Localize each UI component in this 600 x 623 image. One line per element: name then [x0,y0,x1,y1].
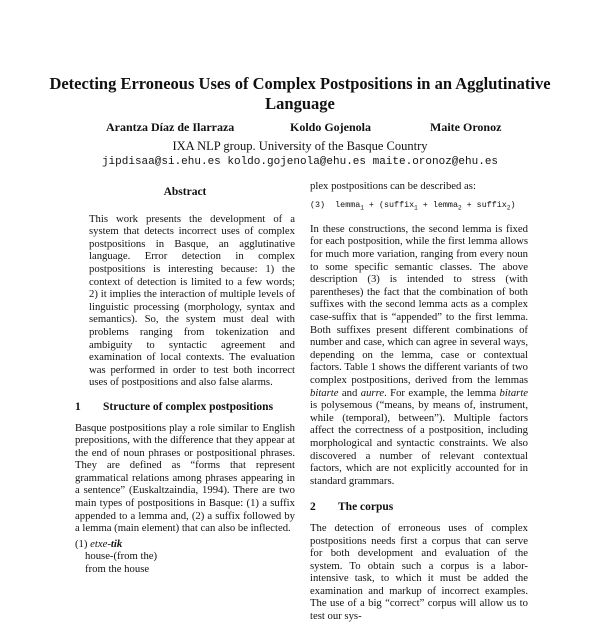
lemma-aurre: aurre [360,386,385,399]
author-1: Arantza Díaz de Ilarraza [106,120,235,134]
section-1-heading [75,401,295,414]
right-column [310,180,528,623]
formula-3: (3) lemma$_1$ + (suffix$_1$ + lemma$_2$ + suffix$_2$) [310,199,516,212]
abstract-text: This work presents the development of a system that detects incorrect uses of complex postpositions in Basque, an agglutinative language. Error detection in complex postpositions is interesting because: 1) the context of detection is limited to a few words; 2) it implies the interaction of multiple levels of linguistic processing (morphology, syntax and semantics). So, the system must deal with problems ranging from tokenization and ambiguity to syntactic agreement and examination of local contexts. The evaluation was performed in order to test both incorrect uses of postpositions and also false alarms. [89,212,295,389]
example-label: (1) [75,537,88,550]
example-word-prefix: etxe- [90,537,111,550]
example-1 [75,538,295,576]
section-2-heading [310,501,528,514]
formula-sub-1: 1 [360,204,364,212]
paper-title: Detecting Erroneous Uses of Complex Postpositions in an Agglutinative Language [49,74,551,113]
author-list [0,120,600,136]
example-translation: from the house [85,563,150,576]
right-intro: plex postpositions can be described as: [310,180,476,192]
right-para-c: is polysemous (“means, by means of, instrument, while (temporal), between”). Multiple factors affect the correctness of a postposition, including morphological and syntactic constraints. We also discovered a number of relevant contextual factors, which are not explicitly accounted for in standard grammars. [310,399,528,487]
formula-label: (3) [310,199,326,210]
example-gloss: house-(from the) [85,550,158,563]
formula-sub-2: 2 [457,204,462,212]
right-para-text: In these constructions, the second lemma is fixed for each postposition, while the first lemma allows for much more variation, ranging from every noun to some specific semantic classes. The above description (3) is intended to stress (with parentheses) the fact that the combination of both suffixes with the second lemma acts as a complex case-suffix that is “appended” to the first lemma. Both suffixes present different combinations of number and case, which can agree in several ways, depending on the lemma, case or contextual factors. Table 1 shows the different variants of two complex postpositions, derived from the lemmas [310,222,528,386]
abstract-heading: Abstract [163,186,207,198]
author-3: Maite Oronoz [430,120,502,134]
lemma-bitarte: bitarte [310,386,339,399]
left-column [75,186,295,576]
right-paragraph [310,223,528,487]
and-word: and [341,386,358,399]
formula-lemma-2: lemma [432,199,458,210]
section-title: Structure of complex postpositions [103,400,274,413]
section-2-paragraph: The detection of erroneous uses of complex postpositions needs first a corpus that can serve for both development and evaluation of the system. To obtain such a corpus is a labor-intensive task, to which it must be added the examination and markup of incorrect examples. The use of a big “correct” corpus will allow us to test our sys- [310,521,528,623]
affiliation: IXA NLP group. University of the Basque Country [172,139,428,153]
formula-suffix-1: suffix [384,199,415,210]
email-addresses: jipdisaa@si.ehu.es koldo.gojenola@ehu.es maite.oronoz@ehu.es [101,156,499,168]
author-2: Koldo Gojenola [290,120,372,134]
section-number: 1 [75,400,81,413]
right-para-b: . For example, the lemma [384,386,497,399]
formula-suffix-2: suffix [476,199,507,210]
formula-lemma-1: lemma [335,199,361,210]
section-title: The corpus [338,501,394,514]
example-word-suffix: tik [110,537,123,550]
lemma-bitarte-2: bitarte [499,386,529,399]
section-1-paragraph: Basque postpositions play a role similar to English prepositions, with the difference that they appear at the end of noun phrases or postpositional phrases. They are defined as “forms that represent grammatical relations among phrases appearing in a sentence” (Euskaltzaindia, 1994). There are two main types of postpositions in Basque: (1) a suffix appended to a lemma and, (2) a suffix followed by a lemma (main element) that can also be inflected. [75,421,295,535]
section-number: 2 [310,501,316,514]
